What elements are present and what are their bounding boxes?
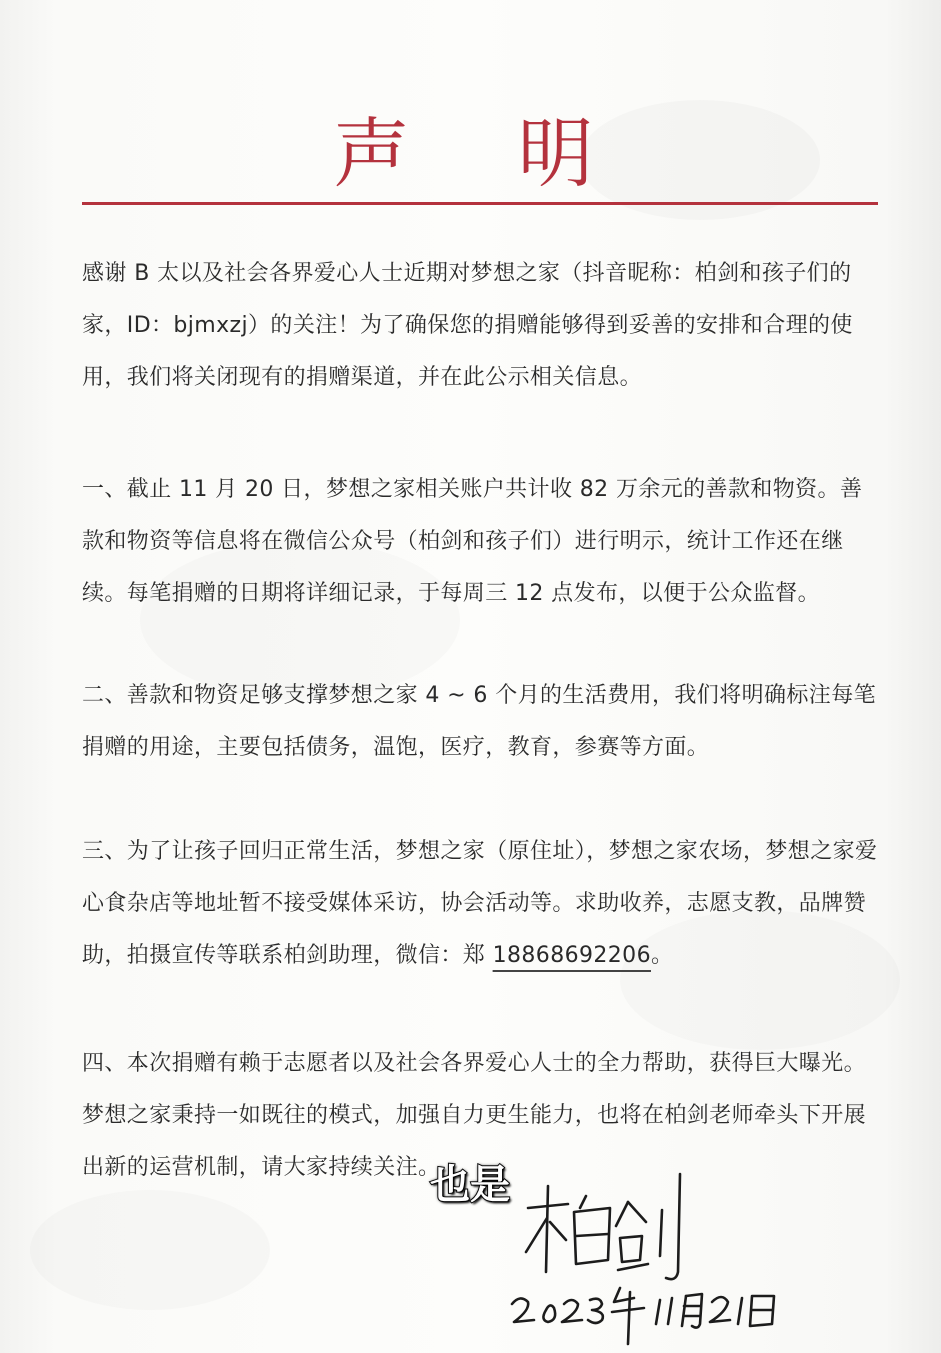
item-two-paragraph: 二、善款和物资足够支撑梦想之家 4 ~ 6 个月的生活费用，我们将明确标注每笔捐赠的用途，主要包括债务，温饱，医疗，教育，参赛等方面。 <box>82 683 877 760</box>
item-three-text: 三、为了让孩子回归正常生活，梦想之家（原住址），梦想之家农场，梦想之家爱心食杂店等地址暂不接受媒体采访，协会活动等。求助收养，志愿支教，品牌赞助，拍摄宣传等联系柏剑助理，微信：郑 <box>82 839 878 968</box>
item-one-paragraph: 一、截止 11 月 20 日，梦想之家相关账户共计收 82 万余元的善款和物资。善款和物资等信息将在微信公众号（柏剑和孩子们）进行明示，统计工作还在继续。每笔捐赠的日期将详细记录，于每周三 12 点发布，以便于公众监督。 <box>82 477 863 606</box>
document-title: 声 明 <box>333 108 636 198</box>
item-three-paragraph <box>82 826 882 982</box>
intro-paragraph: 感谢 B 太以及社会各界爱心人士近期对梦想之家（抖音昵称：柏剑和孩子们的家，ID：bjmxzj）的关注！为了确保您的捐赠能够得到妥善的安排和合理的使用，我们将关闭现有的捐赠渠道，并在此公示相关信息。 <box>82 261 853 390</box>
video-caption-overlay: 也是 <box>430 1162 510 1208</box>
assistant-phone-number: 18868692206 <box>492 943 651 968</box>
item-three-end: 。 <box>650 943 674 968</box>
title-divider <box>82 202 878 205</box>
handwritten-signature <box>490 1160 820 1350</box>
item-four-paragraph: 四、本次捐赠有赖于志愿者以及社会各界爱心人士的全力帮助，获得巨大曝光。梦想之家秉持一如既往的模式，加强自力更生能力，也将在柏剑老师牵头下开展出新的运营机制，请大家持续关注。 <box>82 1051 867 1180</box>
